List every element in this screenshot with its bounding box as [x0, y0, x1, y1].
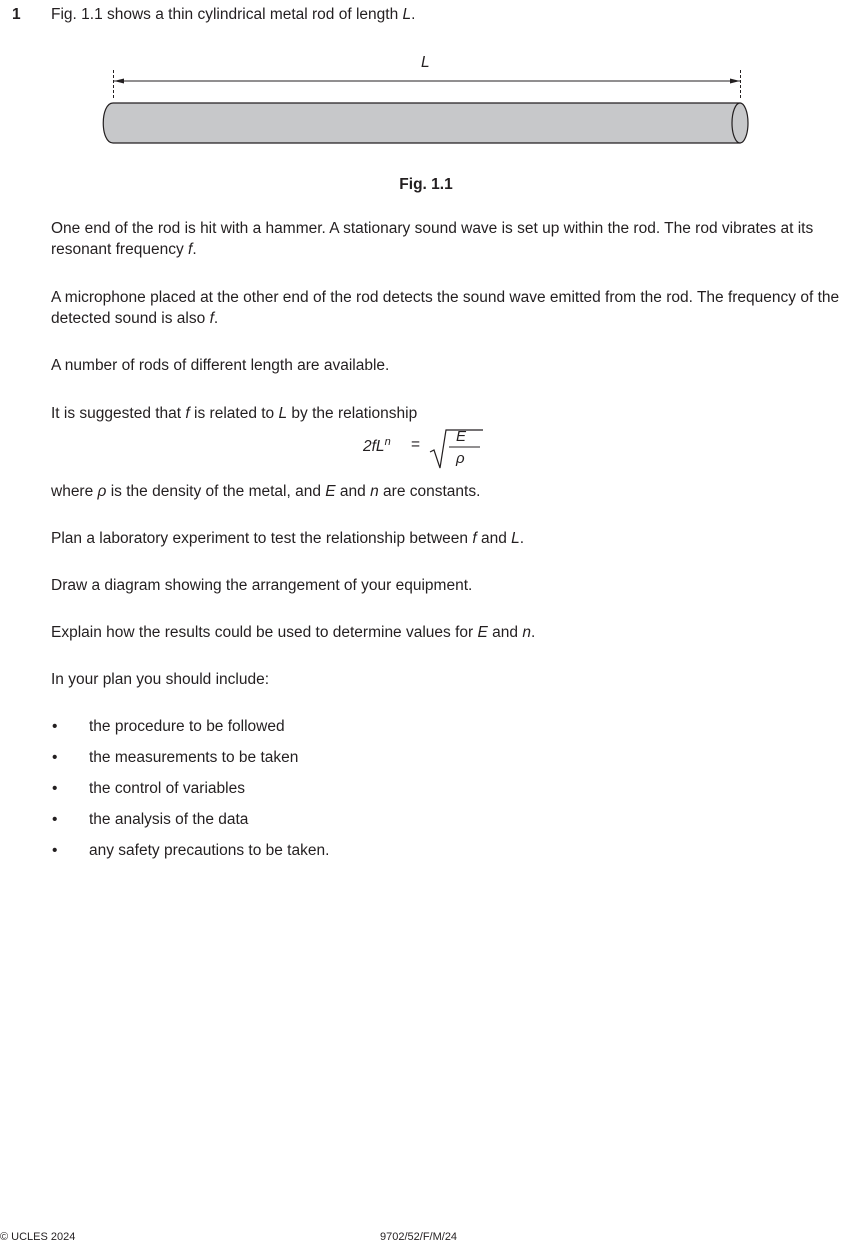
- intro-end: .: [411, 6, 416, 23]
- para8-text-b: and: [487, 624, 523, 641]
- rod-body: [103, 103, 740, 143]
- rod-end-face: [732, 103, 748, 143]
- footer-copyright: © UCLES 2024: [0, 1231, 76, 1243]
- bullet-item: any safety precautions to be taken.: [89, 842, 330, 859]
- paragraph-5: [51, 483, 480, 501]
- rod-figure: [0, 0, 852, 160]
- para6-text-a: Plan a laboratory experiment to test the relationship between: [51, 530, 473, 547]
- footer-paper-code: 9702/52/F/M/24: [380, 1231, 458, 1243]
- para1-var-f: f: [188, 241, 193, 258]
- paragraph-6: [51, 530, 524, 548]
- para4-text-c: by the relationship: [287, 405, 418, 422]
- equation-equals: =: [411, 436, 421, 453]
- para5-var-n: n: [370, 483, 379, 500]
- paragraph-9: In your plan you should include:: [51, 671, 270, 688]
- para2-var-f: f: [209, 310, 214, 327]
- equation-exponent: n: [384, 436, 391, 448]
- paragraph-7: Draw a diagram showing the arrangement of your equipment.: [51, 577, 473, 594]
- bullet-dot: •: [52, 811, 58, 828]
- bullet-item: the control of variables: [89, 780, 245, 797]
- equation-denominator: ρ: [456, 450, 465, 467]
- para4-text-a: It is suggested that: [51, 405, 186, 422]
- paragraph-1: [51, 218, 846, 260]
- para5-var-rho: ρ: [97, 483, 107, 500]
- para6-text-b: and: [476, 530, 512, 547]
- para8-var-E: E: [477, 624, 488, 641]
- para1-text: One end of the rod is hit with a hammer. A stationary sound wave is set up within the rod. The rod vibrates at its resonant frequency: [51, 220, 814, 258]
- bullet-dot: •: [52, 780, 58, 797]
- para8-text-a: Explain how the results could be used to determine values for: [51, 624, 478, 641]
- equation-lhs: [363, 436, 391, 456]
- paragraph-8: [51, 624, 535, 642]
- para5-text-b: is the density of the metal, and: [106, 483, 326, 500]
- bullet-item: the analysis of the data: [89, 811, 249, 828]
- para4-var-f: f: [185, 405, 190, 422]
- para6-text-c: .: [519, 530, 525, 547]
- figure-caption: Fig. 1.1: [399, 176, 453, 193]
- bullet-dot: •: [52, 718, 58, 735]
- length-label: [421, 54, 430, 72]
- para5-text-a: where: [51, 483, 98, 500]
- para5-text-c: and: [335, 483, 371, 500]
- para6-var-L: L: [511, 530, 520, 547]
- length-arrow-left-head: [114, 79, 124, 84]
- para1-end: .: [192, 241, 197, 258]
- intro-text-main: Fig. 1.1 shows a thin cylindrical metal rod of length: [51, 6, 403, 23]
- bullet-item: the procedure to be followed: [89, 718, 285, 735]
- length-label-text: L: [421, 54, 430, 71]
- paragraph-3: A number of rods of different length are available.: [51, 357, 390, 374]
- para5-var-E: E: [325, 483, 336, 500]
- question-number: 1: [12, 6, 21, 23]
- bullet-dot: •: [52, 842, 58, 859]
- para8-var-n: n: [522, 624, 531, 641]
- bullet-dot: •: [52, 749, 58, 766]
- para2-text: A microphone placed at the other end of the rod detects the sound wave emitted from the rod. The frequency of the detected sound is also: [51, 289, 840, 327]
- length-arrow-right-head: [730, 79, 740, 84]
- para4-var-L: L: [278, 405, 288, 422]
- para5-text-d: are constants.: [378, 483, 481, 500]
- equation-numerator: E: [456, 428, 467, 445]
- para4-text-b: is related to: [189, 405, 279, 422]
- para2-end: .: [213, 310, 219, 327]
- para8-text-c: .: [530, 624, 536, 641]
- bullet-item: the measurements to be taken: [89, 749, 299, 766]
- equation-lhs-text: 2fL: [363, 438, 385, 456]
- intro-var-L: L: [402, 6, 412, 23]
- para6-var-f: f: [472, 530, 477, 547]
- paragraph-4: [51, 405, 417, 423]
- paragraph-2: [51, 287, 846, 329]
